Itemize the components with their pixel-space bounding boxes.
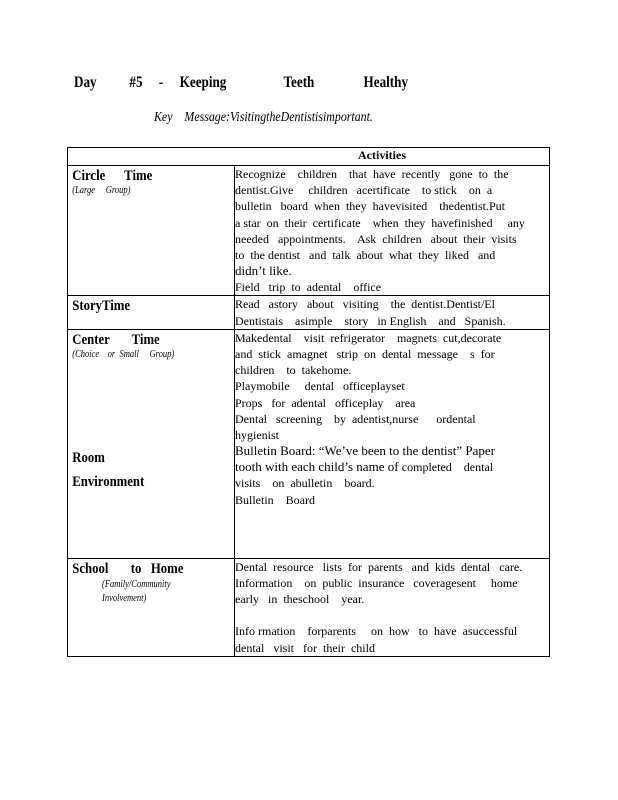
activity-line: Information on public insurance coveragesent home <box>235 576 518 591</box>
environment-label: Environment <box>72 473 145 490</box>
center-time-label: Center Time <box>72 331 160 348</box>
activity-line: Field trip to adental office <box>235 280 382 295</box>
bulletin-board-line: tooth with each child’s name of completed dental <box>235 459 494 475</box>
activity-line: early in theschool year. <box>235 592 365 607</box>
activity-line: a star on their certificate when they havefinished any <box>235 215 525 230</box>
story-time-label: StoryTime <box>72 298 131 315</box>
activity-line: children to takehome. <box>235 363 352 378</box>
school-to-home-activities <box>235 558 550 656</box>
activity-line: Info rmation forparents on how to have asuccessful <box>235 624 518 639</box>
activity-line: Recognize children that have recently gone to the <box>235 167 509 181</box>
key-message: Key Message:VisitingtheDentistisimportant. <box>154 110 373 125</box>
story-time-activities <box>235 296 550 329</box>
activity-line: didn’t like. <box>235 263 292 279</box>
school-to-home-label: School to Home <box>72 560 184 577</box>
room-label: Room <box>72 449 105 466</box>
center-time-sublabel: (Choice or Small Group) <box>72 348 175 360</box>
circle-time-label: Circle Time <box>72 168 153 184</box>
table-header-row <box>68 148 550 166</box>
table-row-circle-time <box>68 166 550 296</box>
page-title: Day #5 - Keeping Teeth Healthy <box>74 74 409 91</box>
school-to-home-sublabel: (Family/Community <box>102 578 171 590</box>
table-row-school-to-home <box>68 558 550 656</box>
circle-time-sublabel: (Large Group) <box>72 185 131 196</box>
activity-line: Makedental visit refrigerator magnets cut,decorate <box>235 330 502 345</box>
activity-line: to the dentist and talk about what they liked and <box>235 248 496 263</box>
table-row-story-time <box>68 296 550 329</box>
bulletin-board-line: visits on abulletin board. <box>235 476 375 491</box>
activity-line: Dentistais asimple story in English and Spanish. <box>235 313 506 328</box>
activity-line: needed appointments. Ask children about their visits <box>235 231 517 246</box>
school-to-home-sublabel: Involvement) <box>102 592 147 604</box>
activity-line: Playmobile dental officeplayset <box>235 379 405 394</box>
activity-line: Read astory about visiting the dentist.Dentist/El <box>235 297 495 312</box>
row-label-cell <box>68 558 235 656</box>
activity-line: Dental resource lists for parents and kids dental care. <box>235 559 523 574</box>
activity-line: dental visit for their child <box>235 640 375 655</box>
row-label-cell <box>68 329 235 558</box>
activity-line: Dental screening by adentist,nurse ordental <box>235 411 476 426</box>
bulletin-board-line: Bulletin Board <box>235 492 315 507</box>
activities-header: Activities <box>68 148 550 166</box>
activity-line: Props for adental officeplay area <box>235 395 416 410</box>
activity-line: hygienist <box>235 428 279 443</box>
spacer <box>235 607 549 623</box>
table-row-center-time <box>68 329 550 558</box>
activities-table <box>67 147 550 657</box>
activity-line: dentist.Give children acertificate to stick on a <box>235 183 493 198</box>
center-time-activities <box>235 329 550 558</box>
activity-line: and stick amagnet strip on dental message s for <box>235 347 495 362</box>
row-label-cell <box>68 166 235 296</box>
bulletin-board-line: Bulletin Board: “We’ve been to the dentist” Paper <box>235 443 495 459</box>
activity-line: bulletin board when they havevisited thedentist.Put <box>235 199 505 214</box>
row-label-cell <box>68 296 235 329</box>
circle-time-activities <box>235 166 550 296</box>
